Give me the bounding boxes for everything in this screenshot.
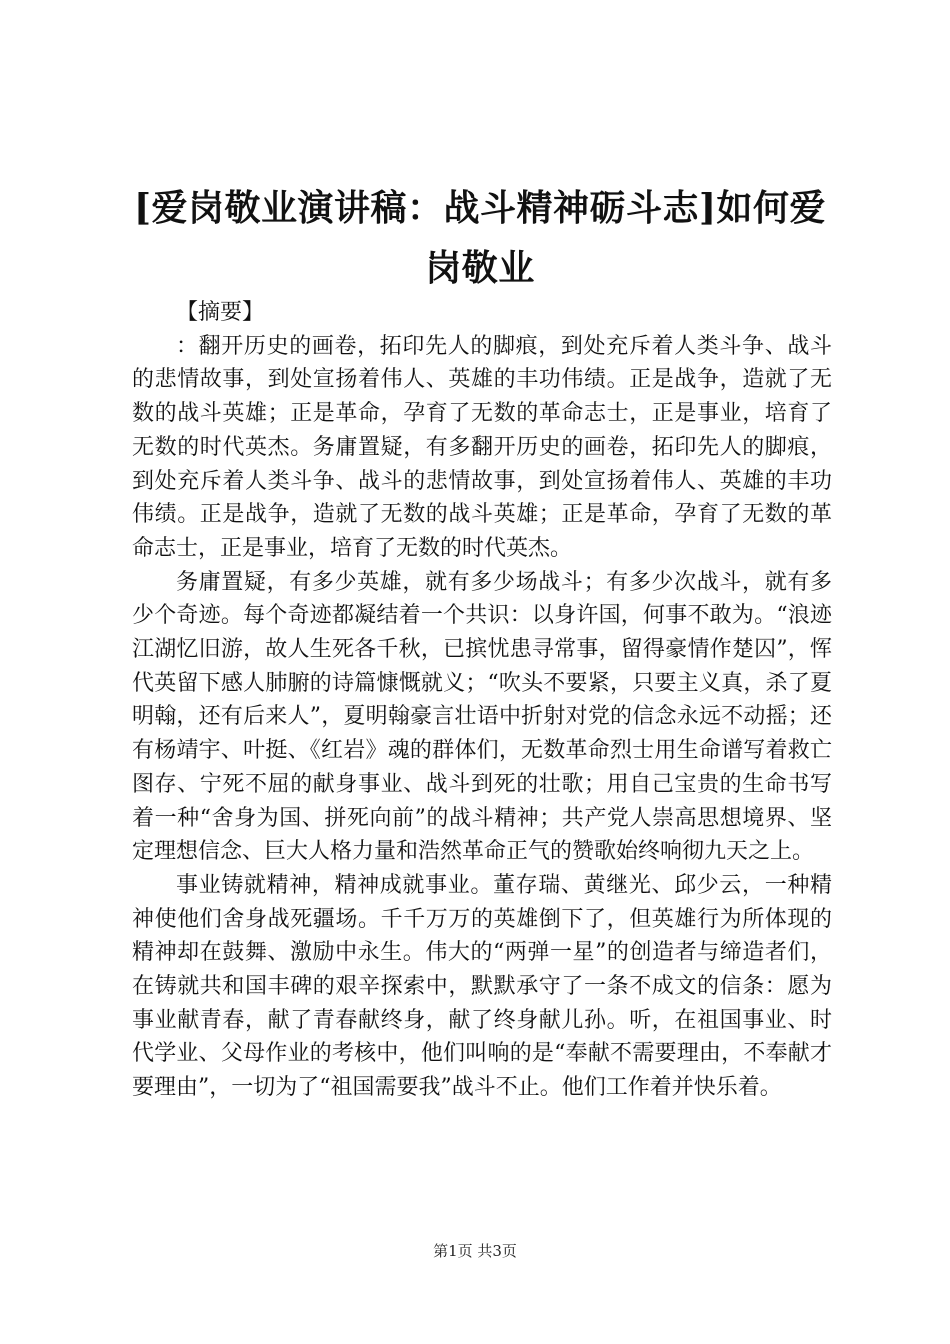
page-footer: 第1页 共3页 xyxy=(433,1242,517,1260)
paragraph-2: 务庸置疑，有多少英雄，就有多少场战斗；有多少次战斗，就有多少个奇迹。每个奇迹都凝结着一个共识：以身许国，何事不敢为。“浪迹江湖忆旧游，故人生死各千秋，已摈忧患寻常事，留得豪情作楚囚”，恽代英留下感人肺腑的诗篇慷慨就义；“吹头不要紧，只要主义真，杀了夏明翰，还有后来人”，夏明翰豪言壮语中折射对党的信念永远不动摇；还有杨靖宇、叶挺、《红岩》魂的群体们，无数革命烈士用生命谱写着救亡图存、宁死不屈的献身事业、战斗到死的壮歌；用自己宝贵的生命书写着一种“舍身为国、拼死向前”的战斗精神；共产党人崇高思想境界、坚定理想信念、巨大人格力量和浩然革命正气的赞歌始终响彻九天之上。 xyxy=(132,569,832,865)
document-body xyxy=(132,296,832,1105)
paragraph-3: 事业铸就精神，精神成就事业。董存瑞、黄继光、邱少云，一种精神使他们舍身战死疆场。千千万万的英雄倒下了，但英雄行为所体现的精神却在鼓舞、激励中永生。伟大的“两弹一星”的创造者与缔造者们，在铸就共和国丰碑的艰辛探索中，默默承守了一条不成文的信条：愿为事业献青春，献了青春献终身，献了终身献儿孙。听，在祖国事业、时代学业、父母作业的考核中，他们叫响的是“奉献不需要理由，不奉献才要理由”，一切为了“祖国需要我”战斗不止。他们工作着并快乐着。 xyxy=(132,872,832,1101)
paragraph-1: ：翻开历史的画卷，拓印先人的脚痕，到处充斥着人类斗争、战斗的悲情故事，到处宣扬着伟人、英雄的丰功伟绩。正是战争，造就了无数的战斗英雄；正是革命，孕育了无数的革命志士，正是事业，培育了无数的时代英杰。务庸置疑，有多翻开历史的画卷，拓印先人的脚痕，到处充斥着人类斗争、战斗的悲情故事，到处宣扬着伟人、英雄的丰功伟绩。正是战争，造就了无数的战斗英雄；正是革命，孕育了无数的革命志士，正是事业，培育了无数的时代英杰。 xyxy=(132,333,832,561)
document-title: [爱岗敬业演讲稿：战斗精神砺斗志]如何爱岗敬业 xyxy=(133,187,827,289)
abstract-label: 【摘要】 xyxy=(176,300,265,325)
